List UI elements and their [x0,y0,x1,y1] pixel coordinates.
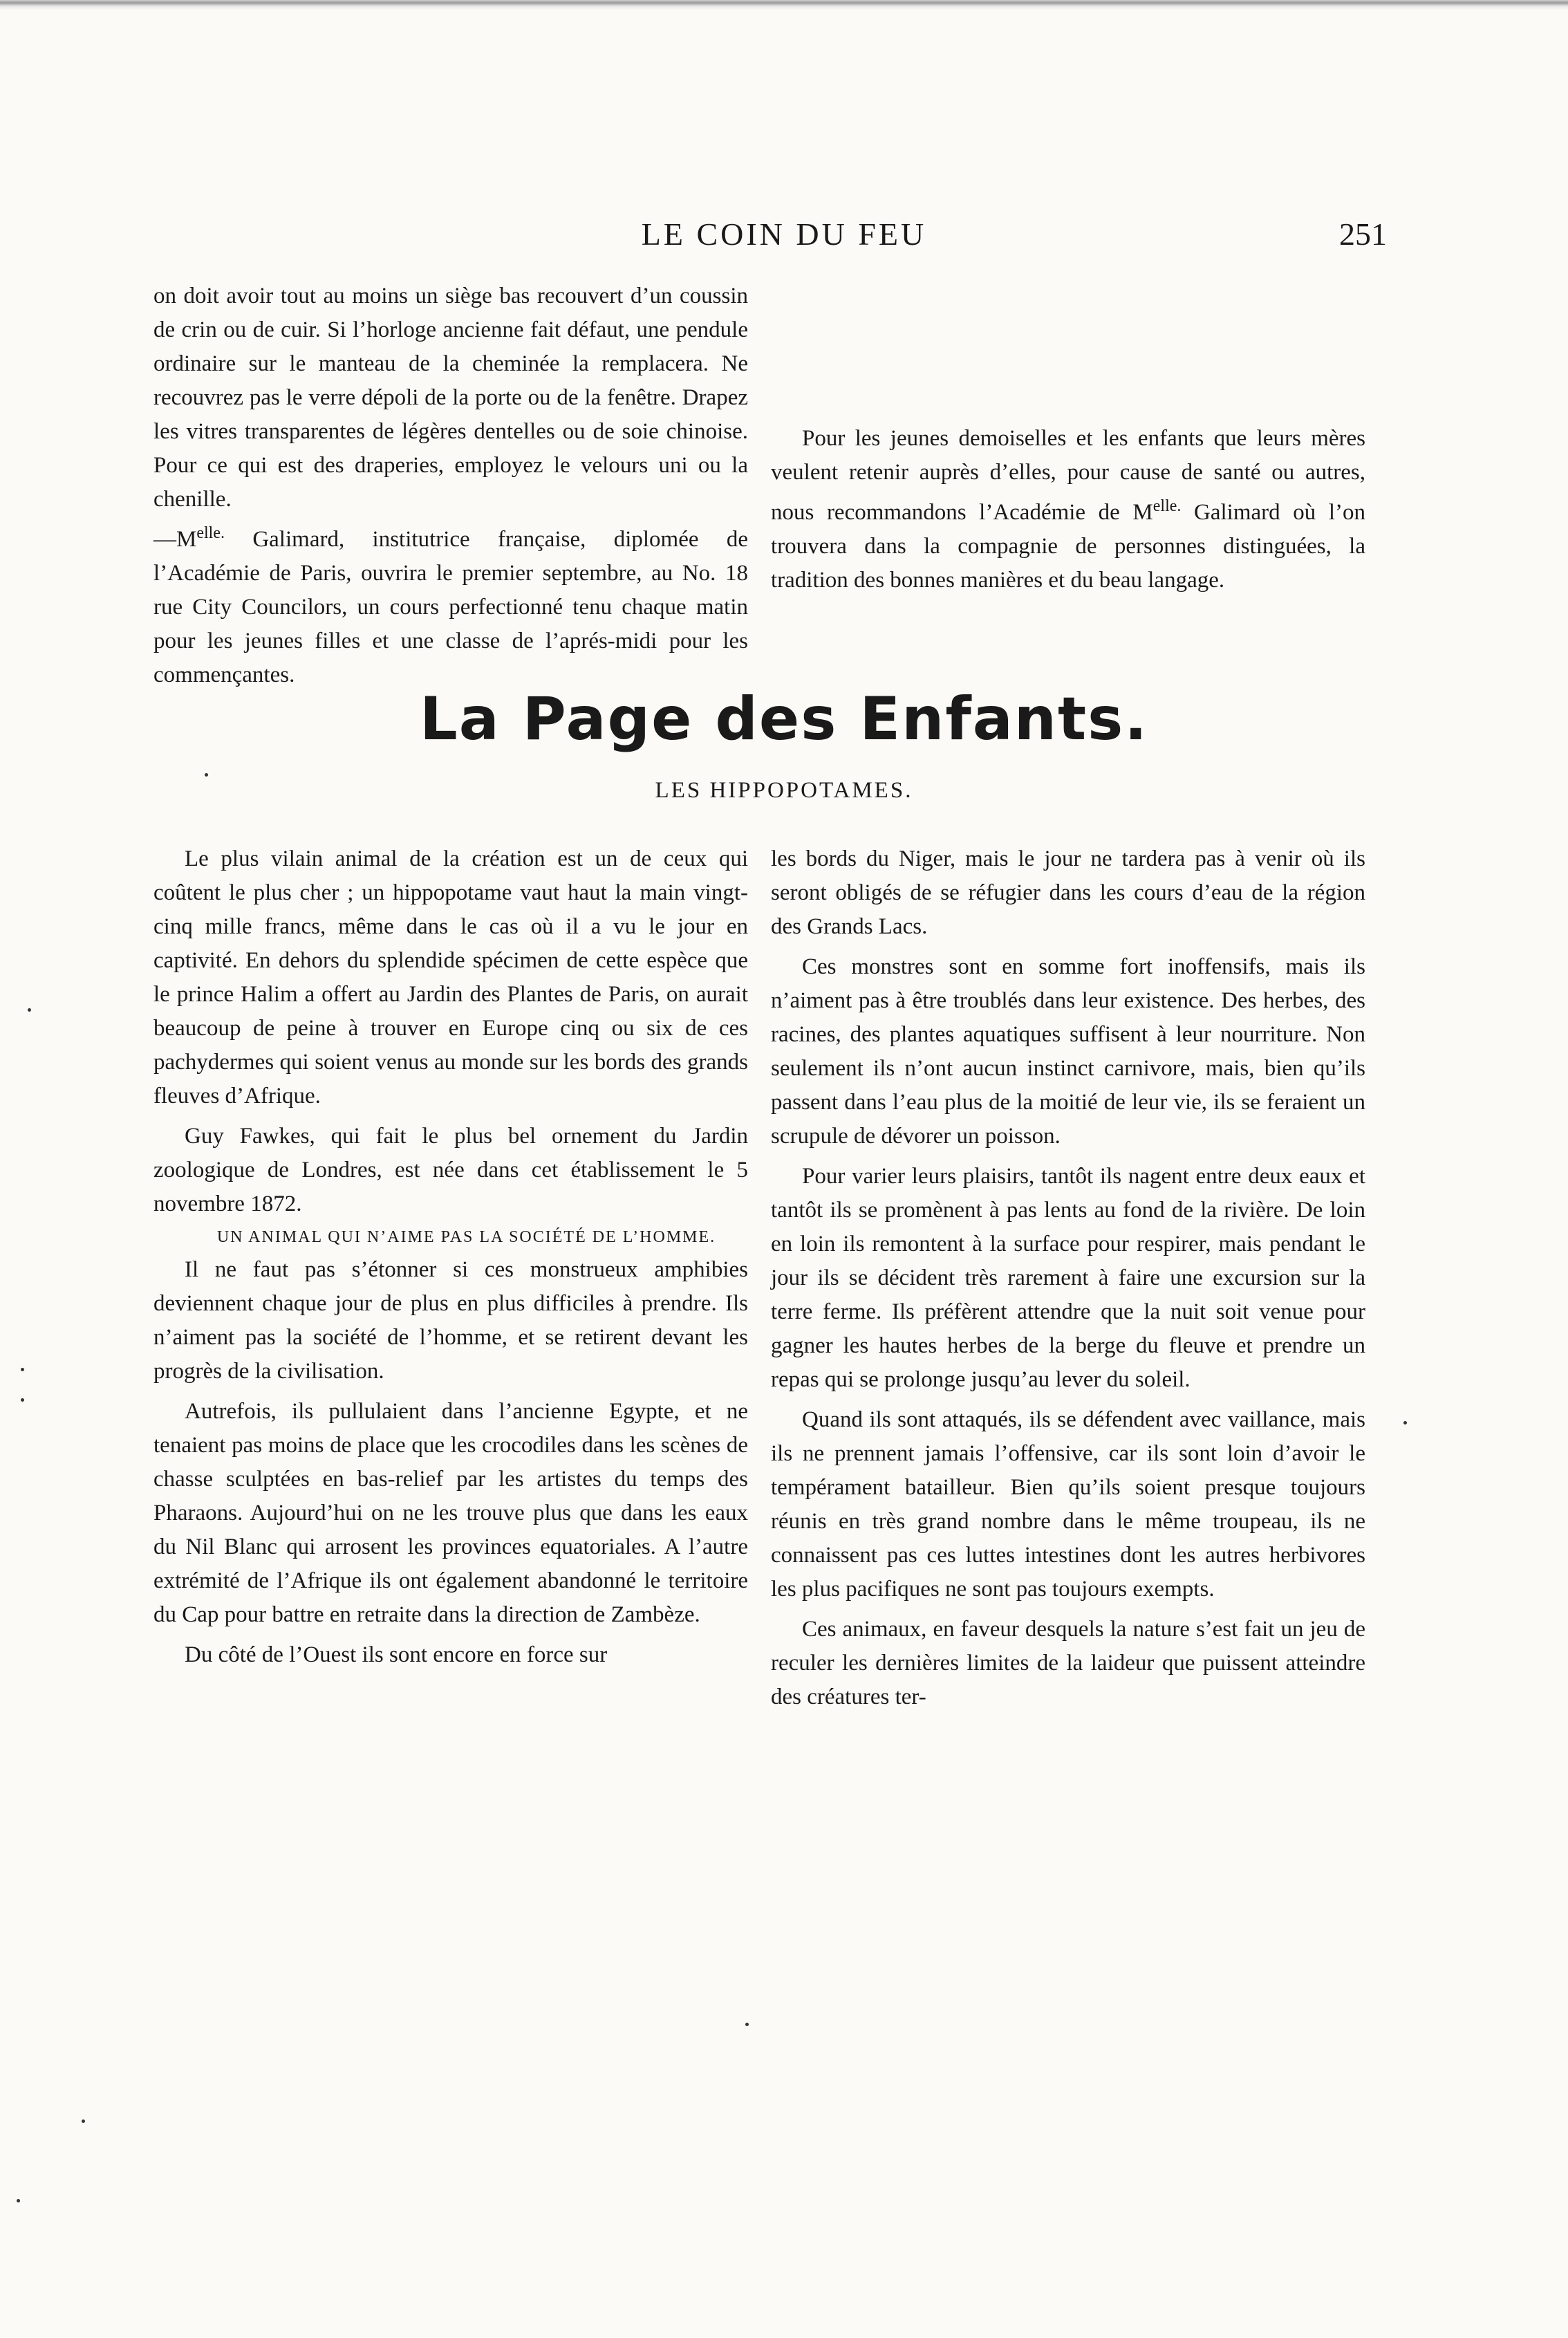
article-paragraph: Pour varier leurs plaisirs, tantôt ils nagent entre deux eaux et tantôt ils se promènent à pas lents au fond de la rivière. De loin en loin ils remontent à la surface pour respirer, mais pendant le jour ils se décident très rarement à faire une excursion sur la terre ferme. Ils préfèrent attendre que la nuit soit venue pour gagner les hautes herbes de la berge du fleuve et prendre un repas qui se prolonge jusqu’au lever du soleil. [771,1164,1365,1392]
paragraph-hearth-furniture: on doit avoir tout au moins un siège bas recouvert d’un coussin de crin ou de cuir. Si l’horloge ancienne fait défaut, une pendule ordinaire sur le manteau de la cheminée la remplacera. Ne recouvrez pas le verre dépoli de la porte ou de la fenêtre. Drapez les vitres transparentes de légères dentelles ou de soie chinoise. Pour ce qui est des draperies, employez le velours uni ou la chenille. [153,284,748,512]
article-paragraph: Ces monstres sont en somme fort inoffensifs, mais ils n’aiment pas à être troublés dans leur existence. Des herbes, des racines, des plantes aquatiques suffisent à leur nourriture. Non seulement ils n’ont aucun instinct carnivore, mais, bien qu’ils passent dans l’eau plus de la moitié de leur vie, ils se feraient un scrupule de dévorer un poisson. [771,954,1365,1149]
section-title: La Page des Enfants. [420,685,1148,754]
notice-galimard [153,517,748,692]
article-subheading: UN ANIMAL QUI N’AIME PAS LA SOCIÉTÉ DE L’HOMME. [216,1228,716,1246]
article-left-column [153,842,748,1672]
page-number: 251 [1339,216,1387,252]
scan-speck [82,2119,85,2123]
scan-speck [21,1368,24,1371]
scan-speck [205,773,208,777]
top-right-column [771,422,1365,597]
academy-superscript: elle. [1152,497,1182,515]
article-paragraph: Autrefois, ils pullulaient dans l’ancienne Egypte, et ne tenaient pas moins de place que les crocodiles dans les scènes de chasse sculptées en bas-relief par les artistes du temps des Pharaons. Aujourd’hui on ne les trouve plus que dans les eaux du Nil Blanc qui arrosent les provinces equatoriales. A l’autre extrémité de l’Afrique ils ont également abandonné le territoire du Cap pour battre en retraite dans la direction de Zambèze. [153,1399,748,1627]
scan-speck [1403,1421,1407,1425]
article-paragraph: Quand ils sont attaqués, ils se défendent avec vaillance, mais ils ne prennent jamais l’offensive, car ils sont loin d’avoir le tempérament batailleur. Bien qu’ils soient presque toujours réunis en très grand nombre dans le même troupeau, ils ne connaissent pas ces luttes intestines dont les autres herbivores les plus pacifiques ne sont pas toujours exempts. [771,1407,1365,1602]
scan-speck [21,1398,24,1402]
paragraph-academy [771,422,1365,597]
article-paragraph: les bords du Niger, mais le jour ne tardera pas à venir où ils seront obligés de se réfugier dans les cours d’eau de la région des Grands Lacs. [771,846,1365,939]
scan-speck [28,1008,31,1012]
article-paragraph: Le plus vilain animal de la création est un de ceux qui coûtent le plus cher ; un hippopotame vaut haut la main vingt-cinq mille francs, même dans le cas où il a vu le jour en captivité. En dehors du splendide spécimen de cette espèce que le prince Halim a offert au Jardin des Plantes de Paris, on aurait beaucoup de peine à trouver en Europe cinq ou six de ces pachydermes qui soient venus au monde sur les bords des grands fleuves d’Afrique. [153,846,748,1108]
top-left-column [153,279,748,692]
scan-speck [17,2199,20,2202]
notice-text: Galimard, institutrice française, diplomée de l’Académie de Paris, ouvrira le premier septembre, au No. 18 rue City Councilors, un cours perfectionné tenu chaque matin pour les jeunes filles et une classe de l’aprés-midi pour les commençantes. [153,527,748,687]
article-paragraph: Il ne faut pas s’étonner si ces monstrueux amphibies deviennent chaque jour de plus en plus difficiles à prendre. Ils n’aiment pas la société de l’homme, et se retirent devant les progrès de la civilisation. [153,1257,748,1384]
article-paragraph: Ces animaux, en faveur desquels la nature s’est fait un jeu de reculer les dernières limites de la laideur que puissent atteindre des créatures ter- [771,1617,1365,1709]
scan-edge [0,0,1568,10]
notice-prefix: —M [153,527,197,552]
running-header: LE COIN DU FEU [641,216,927,252]
notice-superscript: elle. [196,524,225,542]
article-title: LES HIPPOPOTAMES. [655,778,913,803]
article-paragraph: Du côté de l’Ouest ils sont encore en force sur [185,1642,608,1667]
article-right-column [771,842,1365,1714]
article-paragraph: Guy Fawkes, qui fait le plus bel ornement du Jardin zoologique de Londres, est née dans cet établissement le 5 novembre 1872. [153,1124,748,1216]
academy-text-start: Pour les jeunes demoiselles et les enfants que leurs mères veulent retenir auprès d’elles, pour cause de santé ou autres, nous recommandons l’Académie de M [771,426,1365,525]
academy-text-end: Galimard où l’on trouvera dans la compagnie de personnes distinguées, la tradition des bonnes manières et du beau langage. [771,500,1366,593]
scan-speck [745,2023,749,2026]
